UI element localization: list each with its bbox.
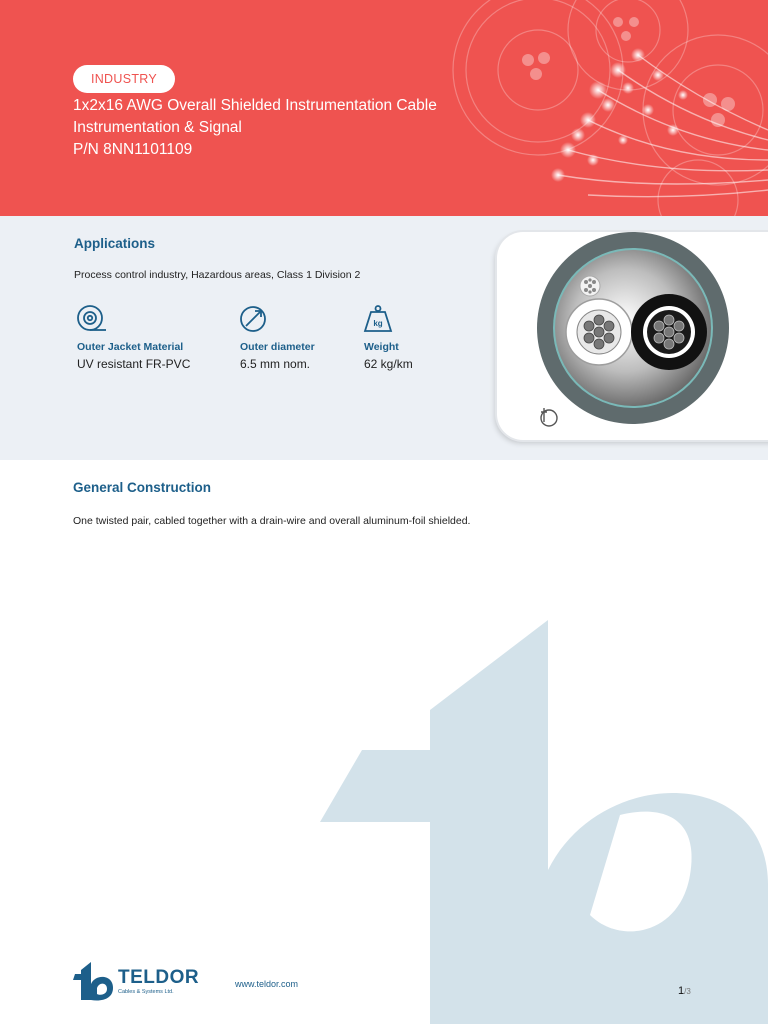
cable-cross-section-image — [497, 232, 768, 440]
product-category: Instrumentation & Signal — [73, 119, 242, 136]
spec-value: 62 kg/km — [364, 357, 413, 371]
part-number: P/N 8NN1101109 — [73, 141, 193, 158]
applications-text: Process control industry, Hazardous areas, Class 1 Division 2 — [74, 269, 361, 281]
page-number — [678, 985, 691, 997]
fiber-optic-art — [448, 0, 768, 216]
cable-cross-section-drawing — [497, 232, 768, 440]
total-pages: /3 — [684, 987, 691, 996]
diameter-icon — [238, 304, 270, 334]
cable-reel-icon — [75, 304, 107, 334]
teldor-mark-icon — [541, 408, 557, 426]
weight-icon — [362, 304, 394, 334]
spec-outer-diameter — [238, 304, 315, 371]
applications-title: Applications — [74, 236, 156, 251]
spec-jacket-material — [75, 304, 191, 371]
company-subtitle: Cables & Systems Ltd. — [118, 989, 174, 995]
current-page: 1 — [678, 985, 685, 997]
general-construction-text: One twisted pair, cabled together with a drain-wire and overall aluminum-foil shielded. — [73, 515, 471, 527]
general-construction-title: General Construction — [73, 480, 212, 495]
spec-label: Weight — [364, 341, 399, 353]
spec-label: Outer diameter — [240, 341, 315, 353]
teldor-watermark-icon — [320, 615, 768, 1024]
spec-weight — [362, 304, 413, 371]
spec-label: Outer Jacket Material — [77, 341, 184, 353]
header-banner — [0, 0, 768, 216]
website-link[interactable]: www.teldor.com — [235, 979, 299, 989]
weight-icon-text: kg — [373, 319, 383, 328]
product-title: 1x2x16 AWG Overall Shielded Instrumentation Cable — [73, 97, 437, 114]
spec-value: UV resistant FR-PVC — [77, 357, 191, 371]
category-badge: INDUSTRY — [73, 65, 175, 93]
company-name: TELDOR — [118, 967, 200, 988]
spec-value: 6.5 mm nom. — [240, 357, 311, 371]
